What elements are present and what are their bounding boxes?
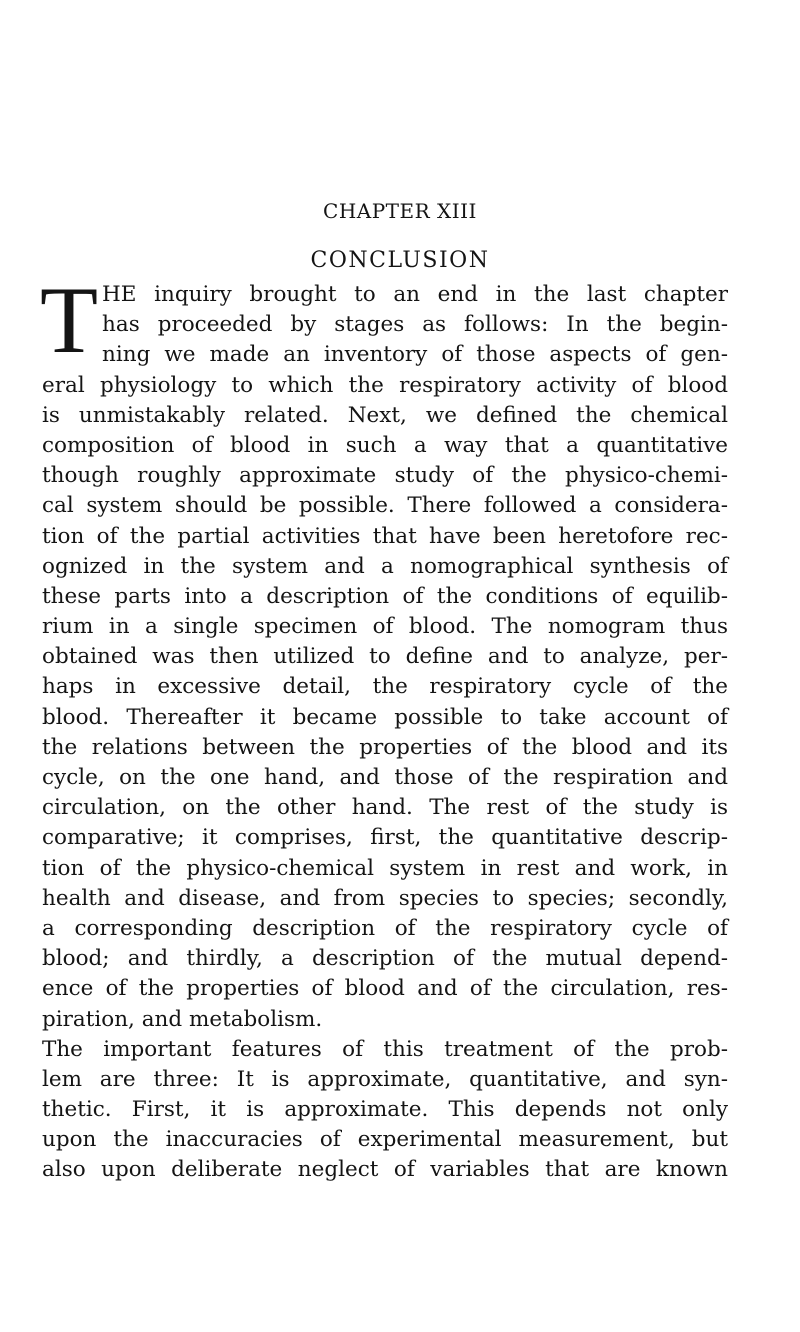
text-line: is unmistakably related. Next, we defined the chemical [42, 402, 728, 428]
text-line: the relations between the properties of the blood and its [42, 734, 728, 760]
text-line: cal system should be possible. There followed a considera- [42, 493, 728, 519]
text-line: eral physiology to which the respiratory activity of blood [42, 372, 728, 398]
text-line: cycle, on the one hand, and those of the respiration and [42, 765, 728, 790]
text-line: composition of blood in such a way that a quantitative [42, 432, 728, 458]
text-line: blood. Thereafter it became possible to take account of [42, 704, 728, 730]
text-line: haps in excessive detail, the respiratory cycle of the [42, 674, 728, 700]
text-line: rium in a single specimen of blood. The nomogram thus [42, 614, 728, 640]
text-line: circulation, on the other hand. The rest of the study is [42, 795, 728, 821]
text-line: has proceeded by stages as follows: In the begin- [102, 312, 728, 338]
text-line: upon the inaccuracies of experimental measurement, but [42, 1127, 728, 1153]
chapter-body [40, 267, 728, 1186]
text-line: blood; and thirdly, a description of the mutual depend- [42, 946, 728, 972]
text-line: a corresponding description of the respiratory cycle of [42, 915, 728, 941]
paragraph-1-body [42, 371, 728, 1035]
chapter-title: CONCLUSION [310, 248, 490, 273]
drop-cap: T [40, 267, 99, 373]
text-line: tion of the partial activities that have been heretofore rec- [42, 523, 728, 549]
chapter-number: CHAPTER XIII [323, 199, 477, 223]
text-line: though roughly approximate study of the physico-chemi- [42, 463, 728, 489]
text-line: HE inquiry brought to an end in the last chapter [102, 282, 728, 307]
text-line: comparative; it comprises, first, the quantitative descrip- [42, 825, 728, 851]
text-line: tion of the physico-chemical system in rest and work, in [42, 855, 728, 881]
text-line: piration, and metabolism. [42, 1006, 323, 1032]
drop-cap-lines [102, 280, 728, 371]
text-line: also upon deliberate neglect of variables that are known [42, 1157, 728, 1183]
text-line: ence of the properties of blood and of the circulation, res- [42, 976, 728, 1002]
paragraph-2 [42, 1035, 728, 1186]
text-line: thetic. First, it is approximate. This depends not only [42, 1097, 728, 1123]
text-line: obtained was then utilized to define and to analyze, per- [42, 644, 728, 670]
text-line: lem are three: It is approximate, quantitative, and syn- [42, 1066, 728, 1092]
text-line: The important features of this treatment of the prob- [42, 1036, 728, 1062]
text-line: health and disease, and from species to species; secondly, [42, 885, 728, 911]
text-line: ognized in the system and a nomographical synthesis of [42, 553, 728, 579]
text-line: these parts into a description of the conditions of equilib- [42, 583, 728, 609]
text-line: ning we made an inventory of those aspects of gen- [102, 342, 728, 368]
paragraph-1-opening [40, 267, 728, 373]
